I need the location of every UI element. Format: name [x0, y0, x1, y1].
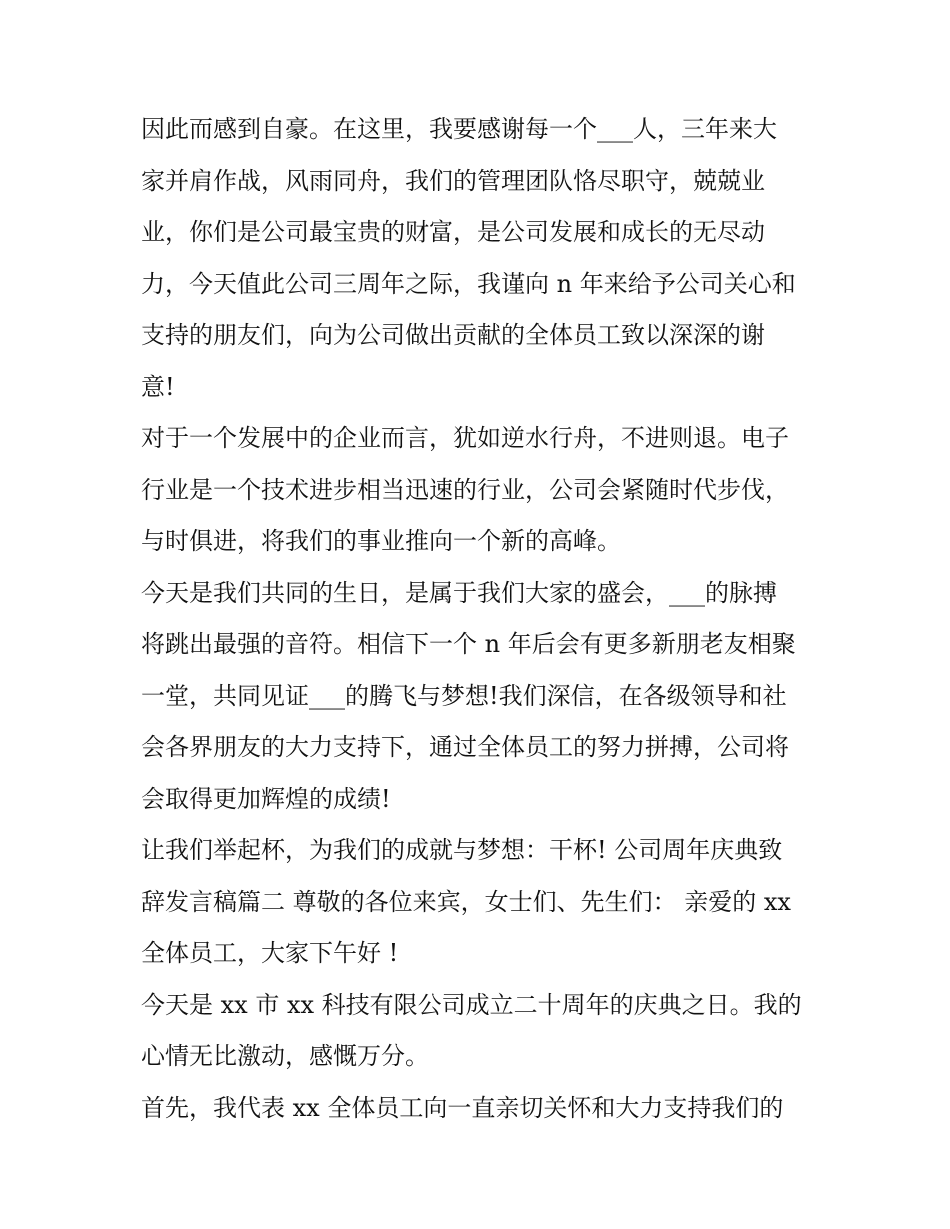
text-line: 因此而感到自豪。在这里，我要感谢每一个___人，三年来大: [141, 115, 777, 143]
text-line: 业，你们是公司最宝贵的财富，是公司发展和成长的无尽动: [141, 218, 765, 246]
text-line: 力，今天值此公司三周年之际，我谨向 n 年来给予公司关心和: [141, 269, 796, 298]
text-line: 对于一个发展中的企业而言，犹如逆水行舟，不进则退。电子: [141, 424, 789, 452]
text-line: 将跳出最强的音符。相信下一个 n 年后会有更多新朋老友相聚: [141, 630, 796, 658]
text-line: 会取得更加辉煌的成绩!: [141, 784, 391, 813]
text-line: 行业是一个技术进步相当迅速的行业，公司会紧随时代步伐，: [141, 475, 789, 504]
text-line: 家并肩作战，风雨同舟，我们的管理团队恪尽职守，兢兢业: [141, 166, 765, 195]
text-line: 会各界朋友的大力支持下，通过全体员工的努力拼搏，公司将: [141, 733, 789, 761]
text-line: 让我们举起杯，为我们的成就与梦想：干杯! 公司周年庆典致: [141, 836, 783, 864]
text-line: 今天是我们共同的生日，是属于我们大家的盛会，___的脉搏: [141, 578, 777, 607]
text-line: 意!: [141, 372, 175, 401]
text-line: 与时俱进，将我们的事业推向一个新的高峰。: [141, 527, 621, 555]
text-line: 今天是 xx 市 xx 科技有限公司成立二十周年的庆典之日。我的: [141, 990, 802, 1019]
text-line: 辞发言稿篇二 尊敬的各位来宾，女士们、先生们： 亲爱的 xx: [141, 887, 791, 916]
document-body: [141, 104, 813, 1134]
text-line: 首先，我代表 xx 全体员工向一直亲切关怀和大力支持我们的: [141, 1093, 784, 1122]
text-line: 一堂，共同见证___的腾飞与梦想!我们深信，在各级领导和社: [141, 681, 787, 710]
text-line: 支持的朋友们，向为公司做出贡献的全体员工致以深深的谢: [141, 321, 765, 349]
text-line: 心情无比激动，感慨万分。: [141, 1042, 429, 1070]
text-line: 全体员工，大家下午好 !: [141, 939, 399, 967]
